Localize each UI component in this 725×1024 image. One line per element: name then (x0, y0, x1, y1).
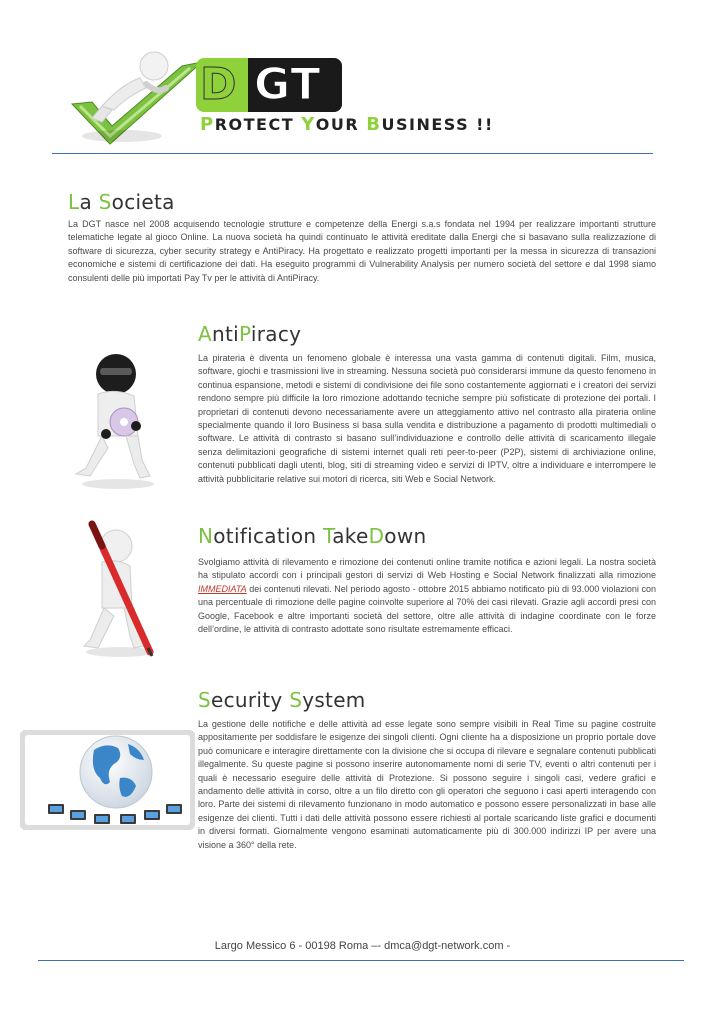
title-text: ecurity (211, 688, 290, 712)
section-title-antipiracy (198, 322, 301, 346)
footer-address: Largo Messico 6 - 00198 Roma –- dmca@dgt-network.com - (214, 940, 511, 952)
title-text: ake (332, 524, 369, 548)
title-initial: P (238, 322, 251, 346)
title-text: a (79, 190, 99, 214)
logo-letters-gt: GT (254, 59, 322, 110)
body-text: dei contenuti rilevati. Nel periodo agosto - ottobre 2015 abbiamo notificato più di 93.000 violazioni con una percentuale di rimozione delle pagine coinvolte superiore al 70% dei casi rilevati. Grazie agli accordi presi con Google, Facebook e altre importanti società del settore, oltre alle attività di indagine coordinate con le forze dell’ordine, le attività di contrasto adottate sono risultate estremamente efficaci. (198, 583, 656, 635)
masked-thief-figure-icon (68, 352, 168, 492)
title-initial: T (323, 524, 333, 548)
tagline-word-3: USINESS !! (381, 115, 494, 134)
title-initial: A (198, 322, 212, 346)
title-initial: L (68, 190, 80, 214)
section-body-antipiracy: La pirateria è diventa un fenomeno globale è interessa una vasta gamma di contenuti digitali. Film, musica, software, giochi e trasmissioni live in streaming. Nessuna società può considerarsi immune da questo fenomeno in continua espansione, metodi e sistemi di condivisione dei file sono costantemente aggiornati e i creatori dei servizi rendono sempre più difficile la loro rimozione adottando tecniche sempre più sofisticate di protezione dei portali. I proprietari di contenuti devono necessariamente avere un atteggiamento attivo nel contrasto alla pirateria online specialmente quando il loro Business si basa sulla vendita e distribuzione a pagamento di prodotti multimediali o software. Le attività di contrasto si basano sull’individuazione e controllo delle attività di scaricamento illegale senza delimitazioni geografiche di sistemi internet quali reti peer-to-peer (P2P), sistemi di archiviazione online, contenuti pubblicati dagli utenti, blog, siti di streaming video e servizi di IPTV, oltre a individuare e interrompere le attività pubblicitarie relative sui motori di ricerca, siti Web e Social Network. (198, 353, 656, 484)
tagline-cap-p: P (200, 114, 215, 135)
tagline-word-1: ROTECT (214, 115, 302, 134)
section-body-societa: La DGT nasce nel 2008 acquisendo tecnologie strutture e competenze della Energi s.a.s fondata nel 1994 per realizzare importanti strutture telematiche legate al gioco Online. La nuova società ha quindi continuato le attività ereditate dalla Energi che si basavano sulla realizzazione di software di sicurezza, cyber security strategy e AntiPiracy. Ha progettato e realizzato progetti importanti per la messa in sicurezza di transazioni economiche e sistemi di certificazione dei dati. Ha eseguito programmi di Vulnerability Analysis per numero società del settore e dal 1998 siamo consulenti delle più importati Pay Tv per le attività di AntiPiracy. (68, 219, 656, 283)
title-initial: N (198, 524, 214, 548)
title-text: ocieta (111, 190, 175, 214)
tagline-cap-b: B (366, 114, 382, 135)
body-text: Svolgiamo attività di rilevamento e rimozione dei contenuti online tramite notifica e azioni legali. La nostra società ha stipulato accordi con i principali gestori di servizi di Web Hosting e Social Network finalizzati alla rimozione (198, 557, 656, 581)
tagline-cap-y: Y (301, 114, 316, 135)
title-initial: S (98, 190, 112, 214)
tagline (200, 114, 494, 135)
dgt-logo (196, 58, 342, 112)
title-initial: S (289, 688, 303, 712)
title-text: own (384, 524, 427, 548)
section-body-security: La gestione delle notifiche e delle attività ad esse legate sono sempre visibili in Real Time su pagine costruite appositamente per soddisfare le esigenze dei singoli clienti. Ogni cliente ha a disposizione un proprio portale dove può comunicare e interagire direttamente con la divisione che si occupa di rilevare e segnalare contenuti pubblicati illegalmente. Su queste pagine si possono inserire autonomamente nomi di serie TV, eventi o altri contenuti per i quali è necessario eseguire delle attività di Protezione. Si possono seguire i singoli casi, vedere grafici e andamento delle attività in corso, oltre a un filo diretto con gli operatori che seguono i casi aperti interagendo con loro. Parte dei sistemi di rilevamento funzionano in modo automatico e possono essere personalizzati in base alle esigenze dei clienti. Tutti i dati delle attività possono essere richiesti al portale scaricando liste grafici e documenti in diversi formati. Giornalmente vengono esaminati automaticamente più di 300.000 indirizzi IP per avere una visione a 360° della rete. (198, 719, 656, 850)
title-text: iracy (250, 322, 302, 346)
header-divider (52, 153, 653, 154)
checkmark-figure-logo-icon (62, 44, 212, 154)
section-body-notification (198, 556, 656, 636)
title-text: otification (213, 524, 324, 548)
title-initial: D (368, 524, 385, 548)
figure-with-pen-icon (72, 520, 172, 660)
logo-letter-d: D (200, 59, 238, 110)
title-text: nti (211, 322, 239, 346)
title-initial: S (198, 688, 211, 712)
footer-divider (38, 960, 684, 961)
body-highlight: IMMEDIATA (198, 583, 247, 594)
section-title-security-system (198, 688, 366, 712)
section-title-societa (68, 190, 175, 214)
title-text: ystem (302, 688, 366, 712)
globe-network-icon (20, 730, 195, 830)
tagline-word-2: OUR (315, 115, 367, 134)
section-title-notification-takedown (198, 524, 426, 548)
